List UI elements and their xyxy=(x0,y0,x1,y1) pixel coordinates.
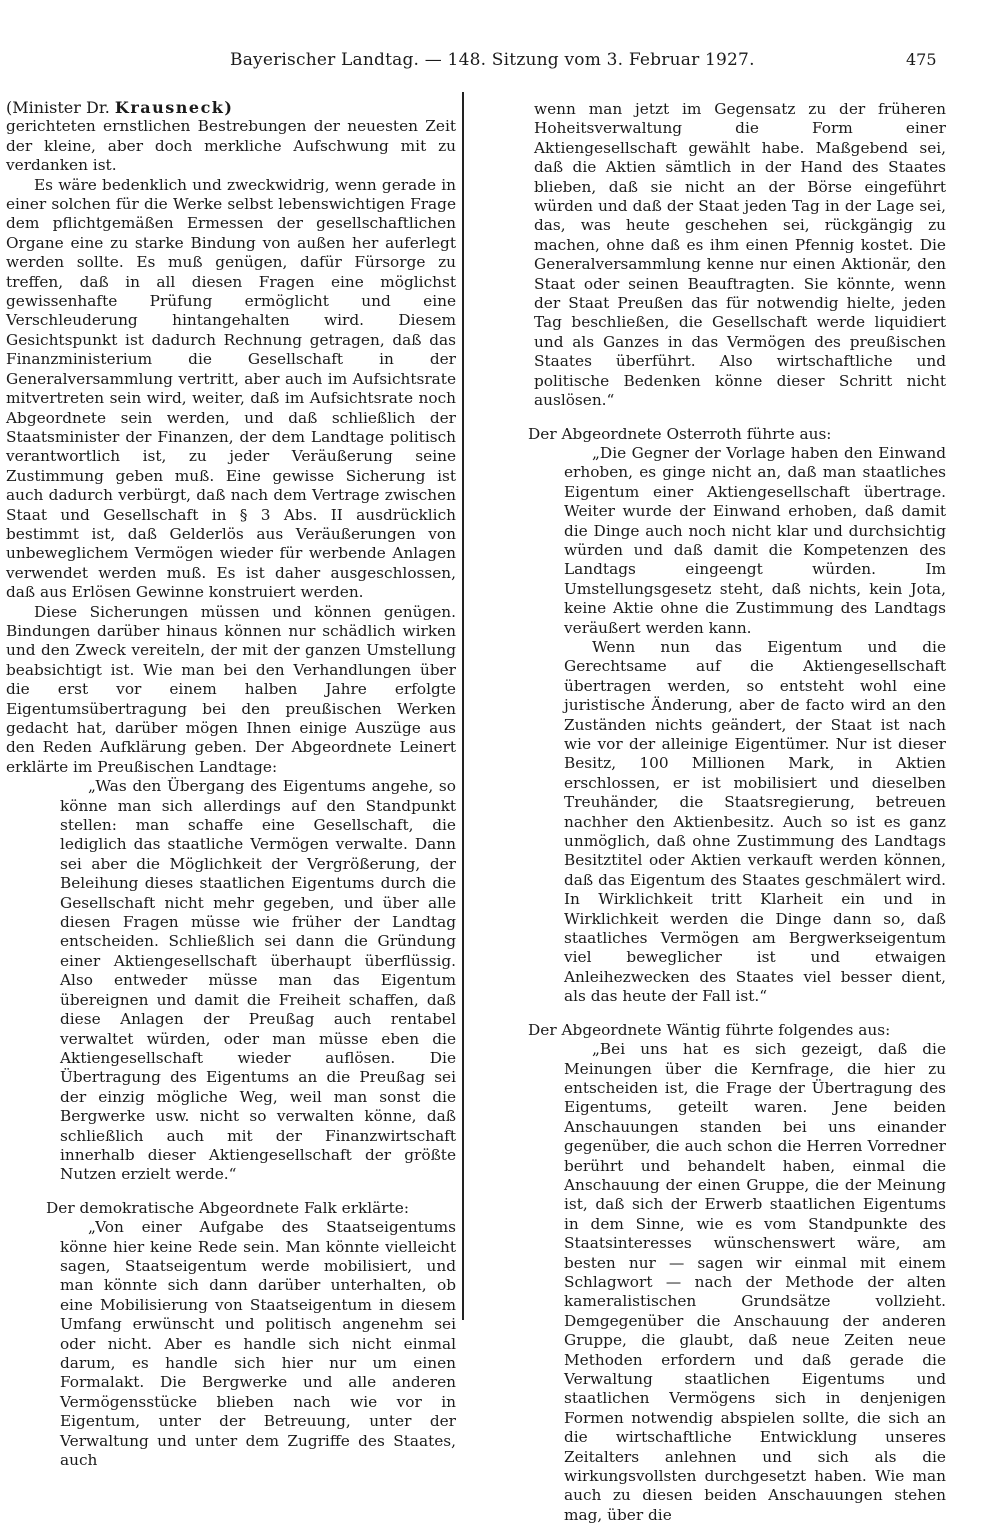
page-header xyxy=(0,44,1000,74)
speaker-intro: Der Abgeordnete Osterroth führte aus: xyxy=(528,424,832,443)
paragraph: wenn man jetzt im Gegensatz zu der früheren Hoheitsverwaltung die Form einer Aktiengesellschaft gewählt habe. Maßgebend sei, daß die Aktien sämtlich in der Hand des Staates blieben, daß sie nicht an der Börse eingeführt würden und daß der Staat jeden Tag in der Lage sei, das, was heute geschehen sei, rückgängig zu machen, ohne daß es ihm einen Pfennig kostet. Die Generalversammlung kenne nur einen Aktionär, den Staat oder seinen Beauftragten. Sie könnte, wenn der Staat Preußen das für notwendig hielte, jeden Tag beschließen, die Gesellschaft werde liquidiert und als Ganzes in das Vermögen des preußischen Staates überführt. Also wirtschaftliche und politische Bedenken könne dieser Schritt nicht auslösen.“ xyxy=(534,100,946,410)
speaker-prefix: (Minister Dr. xyxy=(6,98,115,117)
speaker-name: Krausneck) xyxy=(114,98,234,117)
speaker-line xyxy=(6,98,456,117)
column-divider xyxy=(462,92,464,1320)
paragraph: Es wäre bedenklich und zweckwidrig, wenn gerade in einer solchen für die Werke selbst lebenswichtigen Frage dem pflichtgemäßen Ermessen der gesellschaftlichen Organe eine zu starke Bindung von außen her auferlegt werden sollte. Es muß genügen, dafür Fürsorge zu treffen, daß in all diesen Fragen eine möglichst gewissenhafte Prüfung ermöglicht und eine Verschleuderung hintangehalten wird. Diesem Gesichtspunkt ist dadurch Rechnung getragen, daß das Finanzministerium die Gesellschaft in der Generalversammlung vertritt, aber auch im Aufsichtsrate mitvertreten sein wird, weiter, daß im Aufsichtsrate noch Abgeordnete sein werden, und daß schließlich der Staatsminister der Finanzen, der dem Landtage politisch verantwortlich ist, zu jeder Veräußerung seine Zustimmung geben muß. Eine gewisse Sicherung ist auch dadurch verbürgt, daß nach dem Vertrage zwischen Staat und Gesellschaft in § 3 Abs. II ausdrücklich bestimmt ist, daß Gelderlös aus Veräußerungen von unbeweglichem Vermögen wieder für werbende Anlagen verwendet werden muß. Es ist daher ausgeschlossen, daß aus Erlösen Gewinne konstruiert werden. xyxy=(6,175,456,602)
quote-block: „Von einer Aufgabe des Staatseigentums könne hier keine Rede sein. Man könnte vielleicht sagen, Staatseigentum werde mobilisiert, und man könnte sich dann darüber unterhalten, ob eine Mobilisierung von Staatseigentum in diesem Umfang erwünscht und politisch angenehm sei oder nicht. Aber es handle sich nicht einmal darum, es handle sich hier nur um einen Formalakt. Die Bergwerke und alle anderen Vermögensstücke blieben nach wie vor in Eigentum, unter der Betreuung, unter der Verwaltung und unter dem Zugriffe des Staates, auch xyxy=(60,1218,456,1470)
speaker-intro: Der demokratische Abgeordnete Falk erklärte: xyxy=(46,1198,409,1217)
paragraph: Diese Sicherungen müssen und können genügen. Bindungen darüber hinaus können nur schädlich wirken und den Zweck vereiteln, der mit der ganzen Umstellung beabsichtigt ist. Wie man bei den Verhandlungen über die erst vor einem halben Jahre erfolgte Eigentumsübertragung bei den preußischen Werken gedacht hat, darüber mögen Ihnen einige Auszüge aus den Reden Aufklärung geben. Der Abgeordnete Leinert erklärte im Preußischen Landtage: xyxy=(6,602,456,776)
page-number: 475 xyxy=(906,50,937,69)
speaker-intro: Der Abgeordnete Wäntig führte folgendes aus: xyxy=(528,1020,891,1039)
paragraph: gerichteten ernstlichen Bestrebungen der neuesten Zeit der kleine, aber doch merkliche Aufschwung mit zu verdanken ist. xyxy=(6,117,456,175)
right-column xyxy=(528,100,946,1525)
quote-block: „Was den Übergang des Eigentums angehe, so könne man sich allerdings auf den Standpunkt stellen: man schaffe eine Gesellschaft, die lediglich das staatliche Vermögen verwalte. Dann sei aber die Möglichkeit der Vergrößerung, der Beleihung dieses staatlichen Eigentums durch die Gesellschaft nicht mehr gegeben, und über alle diesen Fragen müsse wie früher der Landtag entscheiden. Schließlich sei dann die Gründung einer Aktiengesellschaft überhaupt überflüssig. Also entweder müsse man das Eigentum übereignen und damit die Freiheit schaffen, daß diese Anlagen der Preußag auch rentabel verwaltet würden, oder man müsse eben die Aktiengesellschaft wieder auflösen. Die Übertragung des Eigentums an die Preußag sei der einzig mögliche Weg, weil man sonst die Bergwerke usw. nicht so verwalten könne, daß schließlich auch mit der Finanzwirtschaft innerhalb dieser Aktiengesellschaft der größte Nutzen erzielt werde.“ xyxy=(60,777,456,1184)
quote-block: „Bei uns hat es sich gezeigt, daß die Meinungen über die Kernfrage, die hier zu entscheiden ist, die Frage der Übertragung des Eigentums, geteilt waren. Jene beiden Anschauungen standen bei uns einander gegenüber, die auch schon die Herren Vorredner berührt und behandelt haben, einmal die Anschauung der einen Gruppe, die der Meinung ist, daß sich der Erwerb staatlichen Eigentums in dem Sinne, wie es vom Standpunkte des Staatsinteresses wünschenswert wäre, am besten nur — sagen wir einmal mit einem Schlagwort — nach der Methode der alten kameralistischen Grundsätze vollzieht. Demgegenüber die Anschauung der anderen Gruppe, die glaubt, daß neue Zeiten neue Methoden erfordern und daß gerade die Verwaltung staatlichen Eigentums und staatlichen Vermögens sich in denjenigen Formen notwendig abspielen sollte, die sich an die wirtschaftliche Entwicklung unseres Zeitalters anlehnen und sich als die wirkungsvollsten durchgesetzt haben. Wie man auch zu diesen beiden Anschauungen stehen mag, über die xyxy=(564,1040,946,1524)
quote-block: „Die Gegner der Vorlage haben den Einwand erhoben, es ginge nicht an, daß man staatliches Eigentum einer Aktiengesellschaft übertrage. Weiter wurde der Einwand erhoben, daß damit die Dinge auch noch nicht klar und durchsichtig würden und daß damit die Kompetenzen des Landtags eingeengt würden. Im Umstellungsgesetz steht, daß nichts, kein Jota, keine Aktie ohne die Zustimmung des Landtags veräußert werden kann. xyxy=(564,443,946,637)
quote-block: Wenn nun das Eigentum und die Gerechtsame auf die Aktiengesellschaft übertragen werden, so entsteht wohl eine juristische Änderung, aber de facto wird an den Zuständen nichts geändert, der Staat ist nach wie vor der alleinige Eigentümer. Nur ist dieser Besitz, 100 Millionen Mark, in Aktien erschlossen, er ist mobilisiert und dieselben Treuhänder, die Staatsregierung, betreuen nachher den Aktienbesitz. Auch so ist es ganz unmöglich, daß ohne Zustimmung des Landtags Besitztitel oder Aktien verkauft werden können, daß das Eigentum des Staates geschmälert wird. In Wirklichkeit tritt Klarheit ein und in Wirklichkeit werden die Dinge dann so, daß staatliches Vermögen am Bergwerkseigentum viel beweglicher ist und etwaigen Anleihezwecken des Staates viel besser dient, als das heute der Fall ist.“ xyxy=(564,637,946,1006)
running-title: Bayerischer Landtag. — 148. Sitzung vom 3. Februar 1927. xyxy=(230,50,755,70)
left-column xyxy=(6,98,456,1470)
